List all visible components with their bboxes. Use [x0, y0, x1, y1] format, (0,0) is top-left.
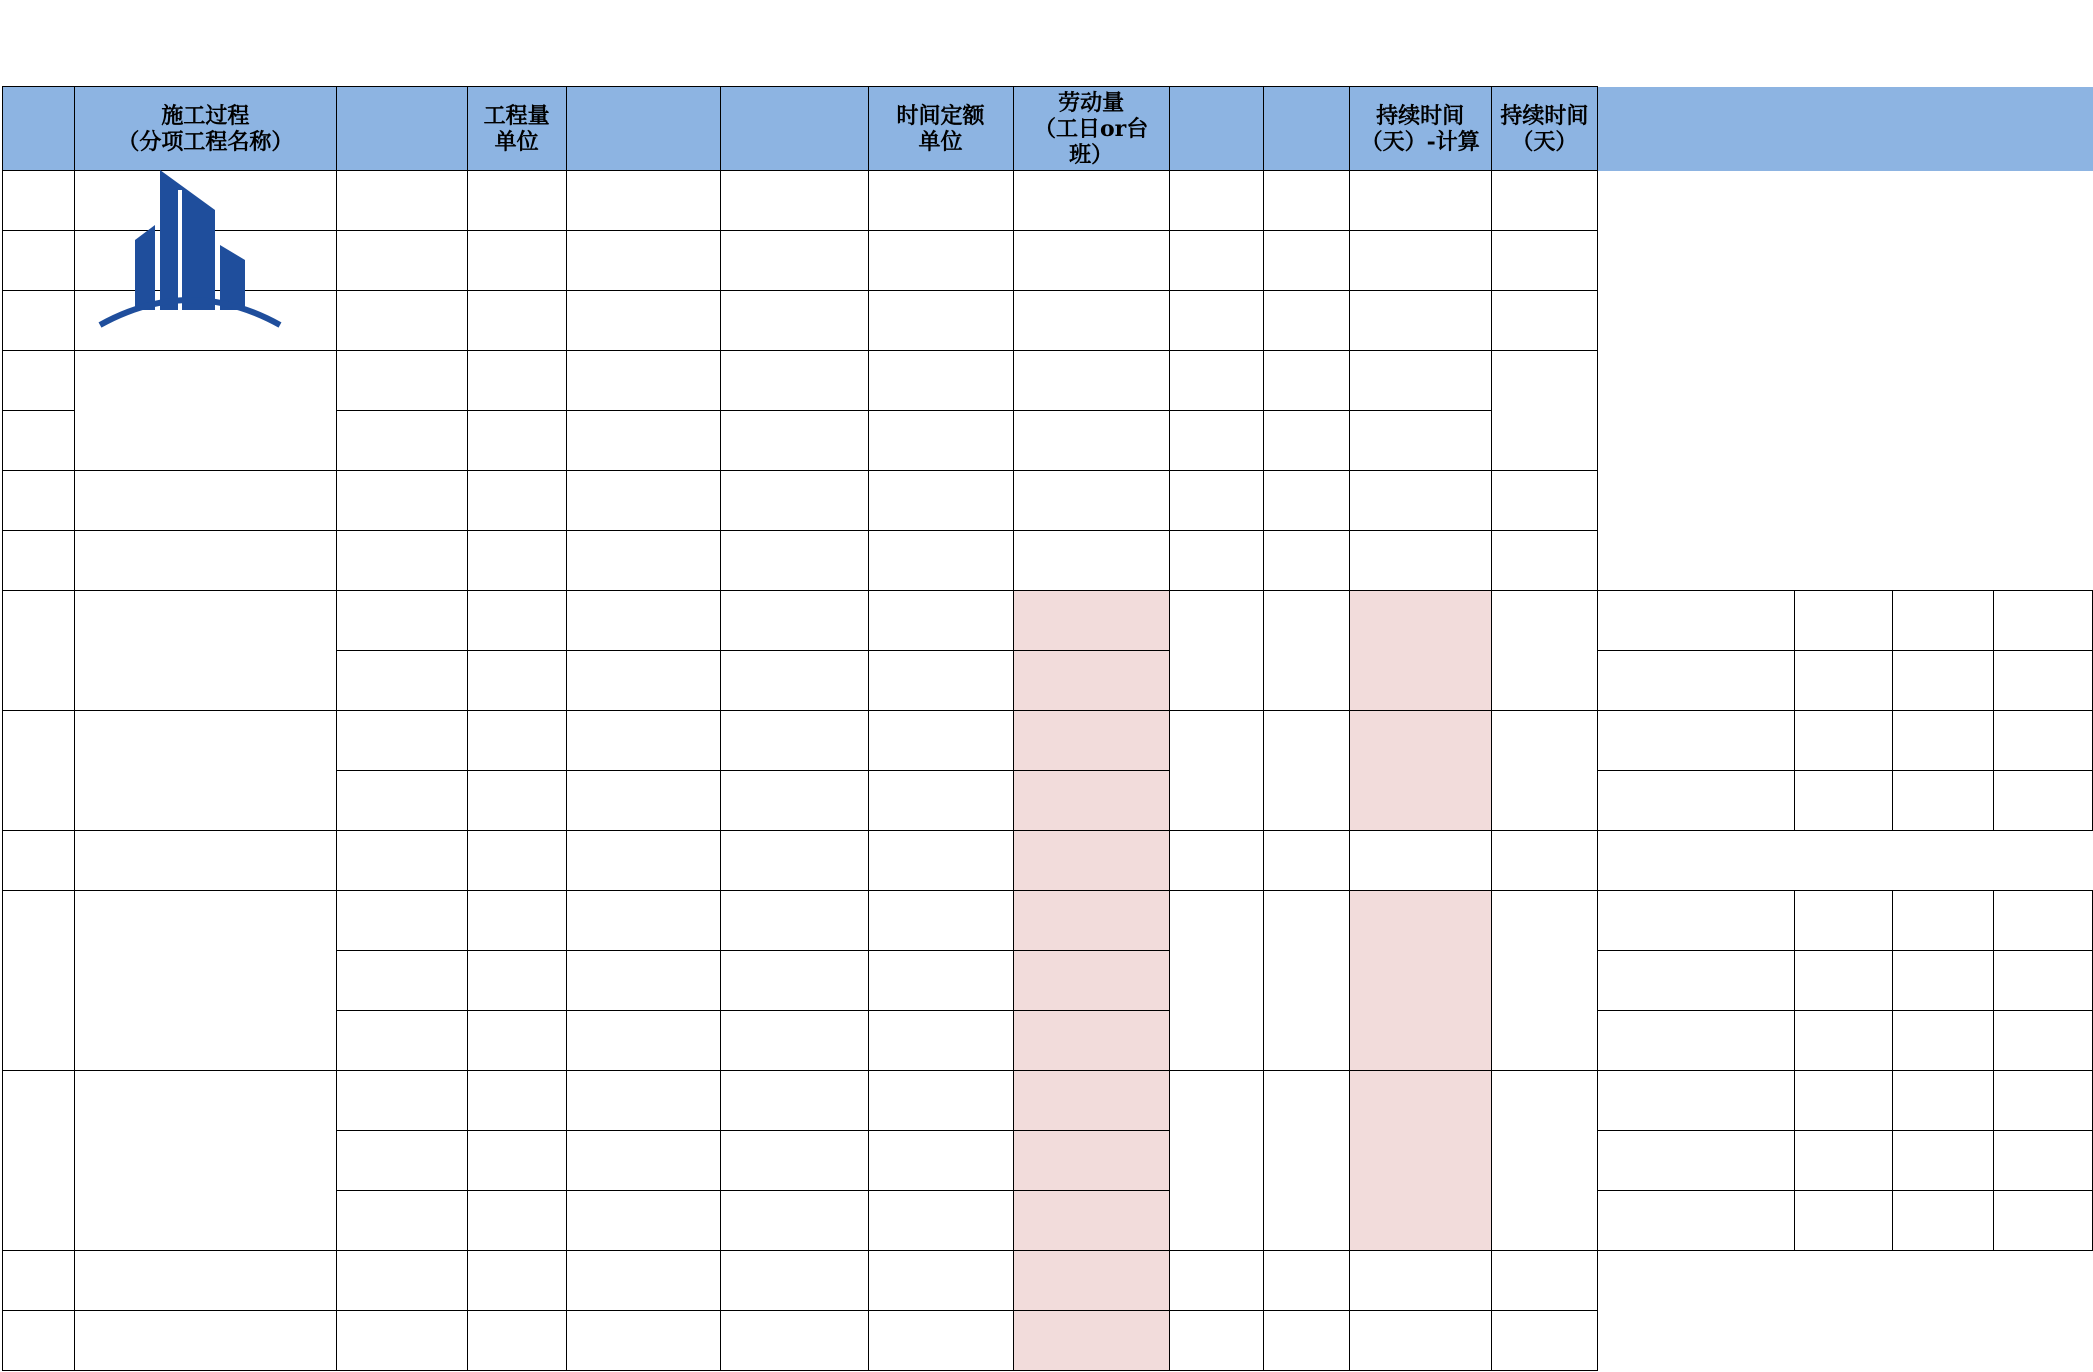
ref-unit	[1994, 1191, 2093, 1251]
ref-unit	[1994, 771, 2093, 831]
table-row	[3, 591, 2093, 651]
ref-name	[1598, 771, 1795, 831]
ref-name	[1598, 1131, 1795, 1191]
header-time-unit: 时间定额 单位	[868, 87, 1013, 171]
cell-code	[566, 771, 720, 831]
cell-duration	[1491, 891, 1597, 1071]
cell-unit	[467, 891, 566, 951]
cell-duration-calc	[1349, 1071, 1491, 1251]
cell-code	[566, 1011, 720, 1071]
cell-seq	[3, 831, 75, 891]
cell-labor	[1013, 771, 1169, 831]
ref-quota	[1893, 771, 1994, 831]
cell-labor	[1013, 711, 1169, 771]
cell-shifts	[1264, 711, 1350, 831]
ref-code	[1794, 1191, 1892, 1251]
cell-duration	[1491, 531, 1597, 591]
cell-unit	[467, 1191, 566, 1251]
cell-shifts	[1264, 591, 1350, 711]
header-process: 施工过程 （分项工程名称）	[74, 87, 336, 171]
cell-quota	[720, 1071, 868, 1131]
cell-qty	[336, 531, 467, 591]
cell-qty	[336, 1311, 467, 1371]
cell-qty	[336, 891, 467, 951]
ref-unit	[1994, 951, 2093, 1011]
cell-code	[566, 651, 720, 711]
table-row	[3, 531, 2093, 591]
cell-process	[74, 471, 336, 531]
cell-qty	[336, 1251, 467, 1311]
cell-shifts	[1264, 891, 1350, 1071]
ref-code	[1794, 891, 1892, 951]
cell-quota	[720, 891, 868, 951]
cell-process	[74, 591, 336, 711]
ref-code	[1794, 1131, 1892, 1191]
header-crew	[1169, 87, 1263, 171]
cell-seq	[3, 531, 75, 591]
table-row	[3, 711, 2093, 771]
table-row	[3, 471, 2093, 531]
cell-duration	[1491, 351, 1597, 471]
cell-unit	[467, 1131, 566, 1191]
cell-seq	[3, 891, 75, 1071]
table-row	[3, 1311, 2093, 1371]
cell-code	[566, 1071, 720, 1131]
cell-process	[74, 231, 336, 291]
header-unit: 工程量 单位	[467, 87, 566, 171]
cell-seq	[3, 591, 75, 711]
cell-seq	[3, 711, 75, 831]
cell-duration	[1491, 711, 1597, 831]
cell-time-unit	[868, 1191, 1013, 1251]
cell-crew	[1169, 1071, 1263, 1251]
cell-labor	[1013, 1191, 1169, 1251]
ref-quota	[1893, 591, 1994, 651]
cell-unit	[467, 771, 566, 831]
table-row	[3, 891, 2093, 951]
cell-time-unit	[868, 891, 1013, 951]
cell-time-unit	[868, 591, 1013, 651]
cell-quota	[720, 1011, 868, 1071]
header-seq	[3, 87, 75, 171]
cell-labor	[1013, 1011, 1169, 1071]
cell-qty	[336, 171, 467, 231]
ref-code	[1794, 651, 1892, 711]
cell-seq	[3, 1071, 75, 1251]
cell-duration-calc	[1349, 711, 1491, 831]
cell-labor	[1013, 951, 1169, 1011]
ref-quota	[1893, 1191, 1994, 1251]
cell-duration-calc	[1349, 891, 1491, 1071]
header-labor: 劳动量 （工日or台 班）	[1013, 87, 1169, 171]
ref-quota	[1893, 951, 1994, 1011]
cell-unit	[467, 411, 566, 471]
cell-qty	[336, 651, 467, 711]
table-row	[3, 1251, 2093, 1311]
cell-unit	[467, 1251, 566, 1311]
cell-seq	[3, 351, 75, 411]
cell-crew	[1169, 891, 1263, 1071]
header-shifts	[1264, 87, 1350, 171]
header-row	[3, 87, 2093, 171]
ref-unit	[1994, 651, 2093, 711]
cell-qty	[336, 1071, 467, 1131]
cell-code	[566, 711, 720, 771]
cell-time-unit	[868, 771, 1013, 831]
cell-qty	[336, 771, 467, 831]
cell-process	[74, 711, 336, 831]
cell-quota	[720, 951, 868, 1011]
ref-name	[1598, 711, 1795, 771]
ref-quota	[1893, 891, 1994, 951]
ref-quota	[1893, 1131, 1994, 1191]
cell-labor	[1013, 1071, 1169, 1131]
cell-labor	[1013, 831, 1169, 891]
ref-unit	[1994, 891, 2093, 951]
table-row	[3, 831, 2093, 891]
cell-time-unit	[868, 1071, 1013, 1131]
header-code	[566, 87, 720, 171]
cell-process	[74, 291, 336, 351]
cell-qty	[336, 711, 467, 771]
ref-name	[1598, 591, 1795, 651]
ref-name	[1598, 651, 1795, 711]
cell-unit	[467, 951, 566, 1011]
header-duration-calc: 持续时间 （天）-计算	[1349, 87, 1491, 171]
cell-process	[74, 1311, 336, 1371]
cell-quota	[720, 771, 868, 831]
ref-unit	[1994, 711, 2093, 771]
cell-labor	[1013, 1311, 1169, 1371]
ref-quota	[1893, 651, 1994, 711]
cell-qty	[336, 1131, 467, 1191]
table-row	[3, 1071, 2093, 1131]
cell-seq	[3, 1311, 75, 1371]
cell-qty	[336, 471, 467, 531]
cell-duration	[1491, 1311, 1597, 1371]
cell-unit	[467, 591, 566, 651]
cell-time-unit	[868, 951, 1013, 1011]
ref-name	[1598, 1011, 1795, 1071]
cell-seq	[3, 171, 75, 231]
header-blank	[1598, 87, 2093, 171]
cell-labor	[1013, 651, 1169, 711]
ref-code	[1794, 1071, 1892, 1131]
cell-duration	[1491, 231, 1597, 291]
cell-quota	[720, 1131, 868, 1191]
cell-unit	[467, 471, 566, 531]
cell-time-unit	[868, 1011, 1013, 1071]
duration-table	[2, 86, 2093, 1371]
ref-code	[1794, 951, 1892, 1011]
cell-quota	[720, 711, 868, 771]
cell-seq	[3, 1251, 75, 1311]
cell-quota	[720, 651, 868, 711]
cell-qty	[336, 1191, 467, 1251]
cell-time-unit	[868, 1131, 1013, 1191]
ref-quota	[1893, 711, 1994, 771]
table-row	[3, 351, 2093, 411]
table-row	[3, 291, 2093, 351]
cell-labor	[1013, 1131, 1169, 1191]
ref-code	[1794, 711, 1892, 771]
ref-code	[1794, 771, 1892, 831]
ref-code	[1794, 591, 1892, 651]
cell-code	[566, 891, 720, 951]
cell-time-unit	[868, 711, 1013, 771]
cell-duration	[1491, 1071, 1597, 1251]
cell-unit	[467, 351, 566, 411]
header-qty	[336, 87, 467, 171]
cell-process	[74, 171, 336, 231]
cell-duration	[1491, 831, 1597, 891]
cell-duration	[1491, 291, 1597, 351]
cell-qty	[336, 351, 467, 411]
ref-quota	[1893, 1011, 1994, 1071]
cell-quota	[720, 1191, 868, 1251]
ref-unit	[1994, 1071, 2093, 1131]
cell-code	[566, 1131, 720, 1191]
cell-seq	[3, 231, 75, 291]
cell-qty	[336, 591, 467, 651]
cell-seq	[3, 411, 75, 471]
cell-labor	[1013, 591, 1169, 651]
cell-labor	[1013, 1251, 1169, 1311]
table-row	[3, 231, 2093, 291]
cell-duration-calc	[1349, 591, 1491, 711]
ref-code	[1794, 1011, 1892, 1071]
ref-unit	[1994, 1011, 2093, 1071]
ref-name	[1598, 1071, 1795, 1131]
header-duration: 持续时间 （天）	[1491, 87, 1597, 171]
cell-unit	[467, 711, 566, 771]
cell-unit	[467, 1311, 566, 1371]
cell-unit	[467, 171, 566, 231]
cell-process	[74, 1071, 336, 1251]
ref-name	[1598, 1191, 1795, 1251]
cell-unit	[467, 651, 566, 711]
cell-code	[566, 951, 720, 1011]
cell-code	[566, 1191, 720, 1251]
cell-unit	[467, 531, 566, 591]
ref-unit	[1994, 1131, 2093, 1191]
cell-shifts	[1264, 1071, 1350, 1251]
cell-qty	[336, 411, 467, 471]
ref-name	[1598, 891, 1795, 951]
ref-name	[1598, 951, 1795, 1011]
cell-process	[74, 831, 336, 891]
cell-quota	[720, 591, 868, 651]
cell-process	[74, 351, 336, 471]
ref-unit	[1994, 591, 2093, 651]
cell-unit	[467, 1071, 566, 1131]
cell-crew	[1169, 591, 1263, 711]
cell-duration	[1491, 1251, 1597, 1311]
cell-unit	[467, 1011, 566, 1071]
cell-seq	[3, 471, 75, 531]
cell-crew	[1169, 711, 1263, 831]
cell-seq	[3, 291, 75, 351]
cell-labor	[1013, 891, 1169, 951]
ref-quota	[1893, 1071, 1994, 1131]
cell-process	[74, 531, 336, 591]
cell-process	[74, 891, 336, 1071]
table-row	[3, 171, 2093, 231]
cell-time-unit	[868, 651, 1013, 711]
cell-qty	[336, 951, 467, 1011]
cell-qty	[336, 1011, 467, 1071]
header-time-quota	[720, 87, 868, 171]
cell-duration	[1491, 471, 1597, 531]
cell-duration	[1491, 591, 1597, 711]
cell-process	[74, 1251, 336, 1311]
cell-code	[566, 591, 720, 651]
